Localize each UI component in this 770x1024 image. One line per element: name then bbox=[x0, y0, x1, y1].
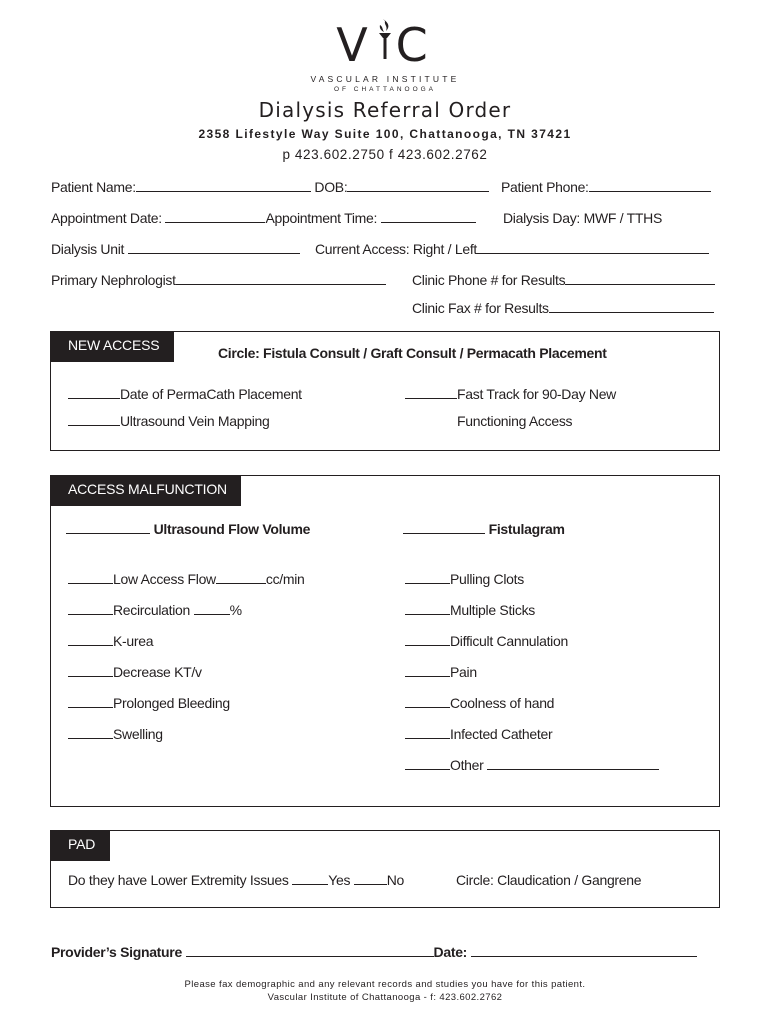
item-label: Swelling bbox=[113, 726, 163, 742]
ultrasound-flow-label: Ultrasound Flow Volume bbox=[153, 521, 311, 537]
patient-phone-label: Patient Phone: bbox=[501, 179, 589, 195]
fistulagram-field[interactable] bbox=[403, 521, 485, 534]
malfunction-item bbox=[68, 664, 202, 680]
item-label: Difficult Cannulation bbox=[450, 633, 568, 649]
nephrologist-row bbox=[51, 272, 386, 288]
item-label: Infected Catheter bbox=[450, 726, 553, 742]
low-flow-value[interactable] bbox=[216, 571, 266, 584]
item-label: K-urea bbox=[113, 633, 154, 649]
checkbox-line[interactable] bbox=[68, 664, 113, 677]
checkbox-line[interactable] bbox=[405, 633, 450, 646]
patient-phone-row bbox=[501, 179, 711, 195]
malfunction-item bbox=[68, 726, 163, 742]
no-field[interactable] bbox=[354, 872, 387, 885]
dialysis-unit-field[interactable] bbox=[128, 241, 300, 254]
checkbox-line[interactable] bbox=[405, 757, 450, 770]
dob-field[interactable] bbox=[347, 179, 489, 192]
pad-tab: PAD bbox=[50, 830, 110, 861]
item-label: Other bbox=[450, 757, 484, 773]
yes-field[interactable] bbox=[292, 872, 328, 885]
item-label: Pulling Clots bbox=[450, 571, 524, 587]
pad-section bbox=[50, 830, 720, 908]
address: 2358 Lifestyle Way Suite 100, Chattanooga, TN 37421 bbox=[198, 127, 572, 141]
item-label: Pain bbox=[450, 664, 477, 680]
malfunction-item bbox=[68, 633, 153, 649]
patient-phone-field[interactable] bbox=[589, 179, 711, 192]
vein-mapping-field[interactable] bbox=[68, 413, 120, 426]
malfunction-item bbox=[68, 695, 230, 711]
other-field[interactable] bbox=[487, 757, 659, 770]
checkbox-line[interactable] bbox=[68, 602, 113, 615]
appt-time-label: Appointment Time: bbox=[265, 210, 378, 226]
new-access-item-vein-mapping bbox=[68, 413, 270, 429]
ultrasound-flow-row bbox=[66, 521, 310, 537]
unit-label: % bbox=[229, 602, 242, 618]
dialysis-day: Dialysis Day: MWF / TTHS bbox=[503, 210, 662, 226]
provider-signature-label: Provider’s Signature bbox=[51, 944, 182, 960]
permacath-label: Date of PermaCath Placement bbox=[120, 386, 302, 402]
appt-date-field[interactable] bbox=[165, 210, 265, 223]
unit-label: cc/min bbox=[265, 571, 305, 587]
clinic-phone-field[interactable] bbox=[565, 272, 715, 285]
patient-name-label: Patient Name: bbox=[51, 179, 136, 195]
clinic-phone-row bbox=[412, 272, 715, 288]
phone-fax: p 423.602.2750 f 423.602.2762 bbox=[282, 147, 488, 162]
item-label: Recirculation bbox=[113, 602, 191, 618]
clinic-fax-label: Clinic Fax # for Results bbox=[412, 300, 549, 316]
item-label: Multiple Sticks bbox=[450, 602, 535, 618]
new-access-circle: Circle: Fistula Consult / Graft Consult / Permacath Placement bbox=[218, 345, 607, 361]
vein-mapping-label: Ultrasound Vein Mapping bbox=[120, 413, 270, 429]
new-access-tab: NEW ACCESS bbox=[50, 331, 174, 362]
vic-logo: V C bbox=[336, 18, 434, 72]
logo-subtitle: VASCULAR INSTITUTE bbox=[310, 74, 460, 84]
pad-question-row bbox=[68, 872, 404, 888]
item-label: Prolonged Bleeding bbox=[113, 695, 230, 711]
new-access-item-permacath bbox=[68, 386, 302, 402]
patient-name-field[interactable] bbox=[136, 179, 311, 192]
item-label: Decrease KT/v bbox=[113, 664, 202, 680]
malfunction-item bbox=[405, 695, 554, 711]
current-access-row bbox=[315, 241, 709, 257]
checkbox-line[interactable] bbox=[405, 664, 450, 677]
checkbox-line[interactable] bbox=[68, 571, 113, 584]
item-label: Low Access Flow bbox=[113, 571, 216, 587]
checkbox-line[interactable] bbox=[405, 726, 450, 739]
patient-name-row bbox=[51, 179, 489, 195]
ultrasound-flow-field[interactable] bbox=[66, 521, 150, 534]
nephrologist-label: Primary Nephrologist bbox=[51, 272, 176, 288]
permacath-field[interactable] bbox=[68, 386, 120, 399]
new-access-item-fast-track bbox=[405, 386, 616, 402]
dialysis-unit-label: Dialysis Unit bbox=[51, 241, 125, 257]
fistulagram-row bbox=[403, 521, 565, 537]
appointment-row bbox=[51, 210, 476, 226]
fast-track-label-2: Functioning Access bbox=[457, 413, 573, 429]
malfunction-item bbox=[405, 602, 535, 618]
form-title: Dialysis Referral Order bbox=[258, 98, 512, 122]
logo-subtitle-2: OF CHATTANOOGA bbox=[333, 86, 437, 93]
dialysis-unit-row bbox=[51, 241, 300, 257]
date-label: Date: bbox=[433, 944, 468, 960]
malfunction-item bbox=[405, 757, 659, 773]
checkbox-line[interactable] bbox=[68, 726, 113, 739]
current-access-field[interactable] bbox=[477, 241, 709, 254]
appt-time-field[interactable] bbox=[381, 210, 476, 223]
clinic-phone-label: Clinic Phone # for Results bbox=[412, 272, 566, 288]
checkbox-line[interactable] bbox=[68, 695, 113, 708]
malfunction-item bbox=[405, 571, 524, 587]
footer-line-1: Please fax demographic and any relevant records and studies you have for this patient. bbox=[184, 979, 586, 990]
dob-label: DOB: bbox=[314, 179, 348, 195]
checkbox-line[interactable] bbox=[405, 571, 450, 584]
checkbox-line[interactable] bbox=[405, 602, 450, 615]
pad-question: Do they have Lower Extremity Issues bbox=[68, 872, 289, 888]
appt-date-label: Appointment Date: bbox=[51, 210, 162, 226]
malfunction-item bbox=[405, 633, 568, 649]
nephrologist-field[interactable] bbox=[176, 272, 386, 285]
signature-row bbox=[51, 944, 697, 960]
recirc-value[interactable] bbox=[194, 602, 230, 615]
date-field[interactable] bbox=[471, 944, 697, 957]
malfunction-item bbox=[405, 726, 552, 742]
item-label: Coolness of hand bbox=[450, 695, 555, 711]
footer-line-2: Vascular Institute of Chattanooga - f: 423.602.2762 bbox=[267, 992, 503, 1003]
torch-icon bbox=[375, 19, 395, 61]
malfunction-item bbox=[405, 664, 477, 680]
fast-track-label: Fast Track for 90-Day New bbox=[457, 386, 616, 402]
fast-track-field[interactable] bbox=[405, 386, 457, 399]
malfunction-item bbox=[68, 571, 305, 587]
fistulagram-label: Fistulagram bbox=[488, 521, 565, 537]
current-access-label: Current Access: Right / Left bbox=[315, 241, 478, 257]
malfunction-item bbox=[68, 602, 242, 618]
yes-label: Yes bbox=[328, 872, 351, 888]
signature-field[interactable] bbox=[186, 944, 434, 957]
checkbox-line[interactable] bbox=[405, 695, 450, 708]
checkbox-line[interactable] bbox=[68, 633, 113, 646]
clinic-fax-field[interactable] bbox=[549, 300, 714, 313]
access-malfunction-tab: ACCESS MALFUNCTION bbox=[50, 475, 241, 506]
pad-circle: Circle: Claudication / Gangrene bbox=[456, 872, 642, 888]
clinic-fax-row bbox=[412, 300, 714, 316]
no-label: No bbox=[386, 872, 405, 888]
